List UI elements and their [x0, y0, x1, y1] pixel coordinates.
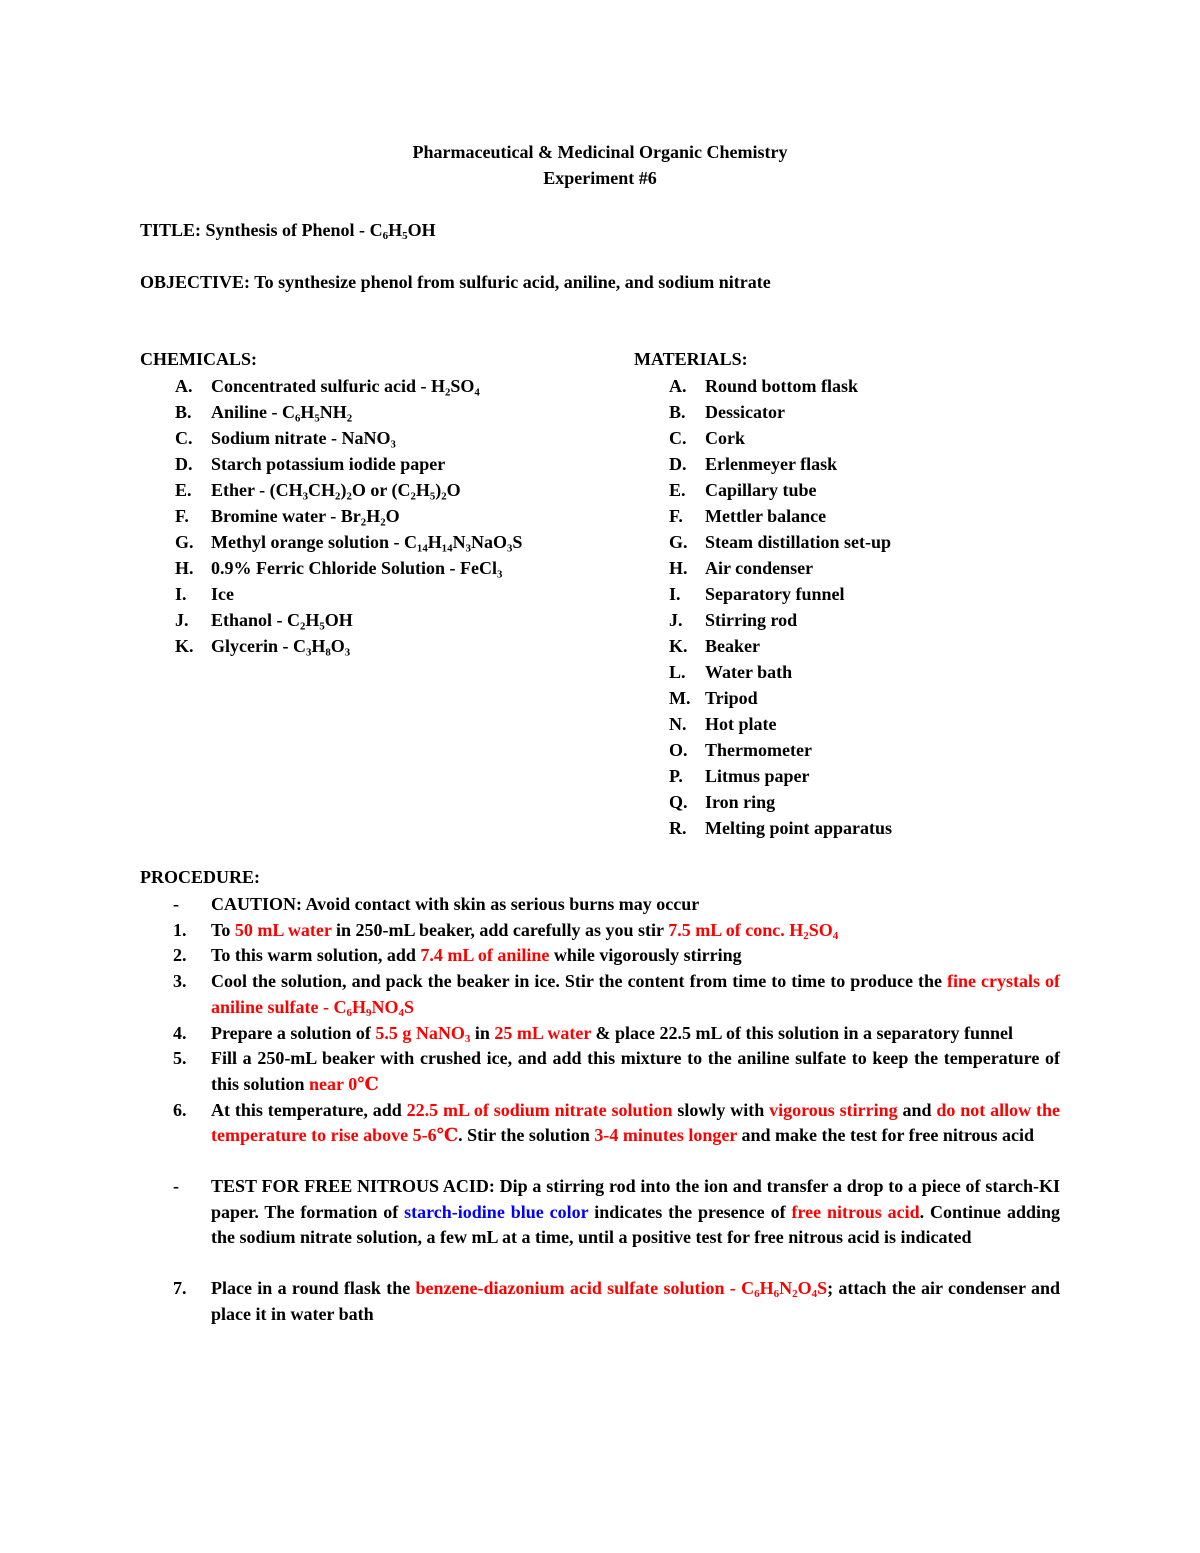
list-text: Separatory funnel	[705, 584, 845, 604]
step-marker: 4.	[173, 1022, 187, 1043]
list-text: Water bath	[705, 662, 793, 682]
list-text: Glycerin - C₃H₈O₃	[211, 636, 351, 656]
list-text: Iron ring	[705, 792, 776, 812]
step-text: Fill a 250-mL beaker with crushed ice, and add this mixture to the aniline sulfate to keep the temperature of this solution near 0℃	[211, 1048, 1060, 1094]
list-text: Round bottom flask	[705, 376, 859, 396]
step-2	[140, 943, 1060, 969]
experiment-number: Experiment #6	[543, 168, 657, 188]
objective-text: To synthesize phenol from sulfuric acid, aniline, and sodium nitrate	[254, 272, 771, 292]
step-6	[140, 1098, 1060, 1149]
list-marker: C.	[669, 428, 687, 448]
objective-label: OBJECTIVE:	[140, 272, 251, 292]
step-text: To this warm solution, add 7.4 mL of aniline while vigorously stirring	[211, 945, 742, 966]
list-marker: R.	[669, 818, 687, 838]
step-text: Prepare a solution of 5.5 g NaNO$_3$ in 25 mL water & place 22.5 mL of this solution in a separatory funnel	[211, 1022, 1014, 1045]
list-marker: H.	[669, 558, 688, 578]
list-marker: A.	[175, 376, 193, 396]
list-text: Tripod	[705, 688, 758, 708]
course-title: Pharmaceutical & Medicinal Organic Chemistry	[412, 142, 788, 162]
procedure-heading: PROCEDURE:	[140, 867, 260, 887]
list-marker: J.	[175, 610, 189, 630]
title-formula: $C_6H_5OH$	[369, 220, 436, 242]
list-marker: O.	[669, 740, 688, 760]
list-marker: J.	[669, 610, 683, 630]
list-text: Methyl orange solution - C₁₄H₁₄N₃NaO₃S	[211, 532, 523, 552]
list-marker: F.	[669, 506, 683, 526]
step-marker: -	[173, 894, 179, 914]
list-text: Bromine water - Br₂H₂O	[211, 506, 400, 526]
list-marker: B.	[669, 402, 686, 422]
list-marker: C.	[175, 428, 193, 448]
list-text: Erlenmeyer flask	[705, 454, 838, 474]
list-marker: A.	[669, 376, 687, 396]
list-text: Hot plate	[705, 714, 777, 734]
list-text: Ice	[211, 584, 234, 604]
procedure-list	[140, 892, 1060, 1328]
nitrous-acid-test	[140, 1174, 1060, 1251]
list-text: Aniline - C₆H₅NH₂	[211, 402, 353, 422]
list-marker: E.	[175, 480, 192, 500]
chemicals-heading: CHEMICALS:	[140, 349, 258, 369]
list-text: Litmus paper	[705, 766, 810, 786]
step-1	[140, 918, 1060, 944]
list-text: Steam distillation set-up	[705, 532, 892, 552]
list-marker: I.	[175, 584, 187, 604]
list-text: Dessicator	[705, 402, 785, 422]
list-marker: E.	[669, 480, 686, 500]
list-marker: P.	[669, 766, 683, 786]
list-marker: H.	[175, 558, 194, 578]
step-marker: 1.	[173, 919, 187, 940]
step-text: Cool the solution, and pack the beaker in ice. Stir the content from time to time to produce the fine crystals of aniline sulfate - $C_6H_9NO_4S$	[211, 971, 1060, 1019]
list-text: Melting point apparatus	[705, 818, 893, 838]
list-marker: L.	[669, 662, 686, 682]
list-marker: D.	[175, 454, 193, 474]
list-text: Beaker	[705, 636, 760, 656]
title-line	[140, 220, 436, 241]
list-text: Cork	[705, 428, 745, 448]
list-marker: G.	[669, 532, 688, 552]
list-text: Concentrated sulfuric acid - H₂SO₄	[211, 376, 480, 396]
list-marker: K.	[175, 636, 194, 656]
list-text: Stirring rod	[705, 610, 798, 630]
list-marker: I.	[669, 584, 681, 604]
list-text: Ether - (CH₃CH₂)₂O or (C₂H₅)₂O	[211, 480, 461, 500]
title-label: TITLE:	[140, 220, 202, 240]
step-marker: 6.	[173, 1099, 187, 1120]
list-marker: F.	[175, 506, 189, 526]
objective-line	[140, 272, 771, 293]
step-3	[140, 969, 1060, 1020]
caution-step	[140, 892, 1060, 918]
step-marker: -	[173, 1176, 179, 1197]
title-text: Synthesis of Phenol -	[205, 220, 366, 240]
materials-heading: MATERIALS:	[634, 349, 748, 369]
step-text: TEST FOR FREE NITROUS ACID: Dip a stirring rod into the ion and transfer a drop to a piece of starch-KI paper. The formation of starch-iodine blue color indicates the presence of free nitrous acid. Continue adding the sodium nitrate solution, a few mL at a time, until a positive test for free nitrous acid is indicated	[211, 1176, 1060, 1248]
list-marker: M.	[669, 688, 691, 708]
step-4	[140, 1021, 1060, 1047]
list-text: 0.9% Ferric Chloride Solution - FeCl₃	[211, 558, 503, 578]
list-marker: D.	[669, 454, 687, 474]
step-marker: 2.	[173, 945, 187, 966]
list-text: Sodium nitrate - NaNO₃	[211, 428, 396, 448]
list-text: Starch potassium iodide paper	[211, 454, 446, 474]
list-marker: K.	[669, 636, 688, 656]
step-text: CAUTION: Avoid contact with skin as serious burns may occur	[211, 894, 700, 914]
step-marker: 3.	[173, 971, 187, 992]
step-text: To 50 mL water in 250-mL beaker, add carefully as you stir 7.5 mL of conc. $H_2SO_4$	[211, 919, 839, 942]
step-5	[140, 1046, 1060, 1097]
list-text: Ethanol - C₂H₅OH	[211, 610, 353, 630]
list-marker: Q.	[669, 792, 688, 812]
step-marker: 7.	[173, 1278, 187, 1299]
list-text: Capillary tube	[705, 480, 817, 500]
step-text: Place in a round flask the benzene-diazonium acid sulfate solution - $C_6H_6N_2O_4S$; attach the air condenser and place it in water bath	[211, 1278, 1060, 1324]
list-marker: G.	[175, 532, 194, 552]
list-marker: B.	[175, 402, 192, 422]
step-7	[140, 1276, 1060, 1327]
step-marker: 5.	[173, 1048, 187, 1069]
list-text: Mettler balance	[705, 506, 827, 526]
step-text: At this temperature, add 22.5 mL of sodium nitrate solution slowly with vigorous stirring and do not allow the temperature to rise above 5-6℃. Stir the solution 3-4 minutes longer and make the test for free nitrous acid	[211, 1099, 1061, 1146]
list-text: Air condenser	[705, 558, 814, 578]
list-text: Thermometer	[705, 740, 812, 760]
list-marker: N.	[669, 714, 687, 734]
